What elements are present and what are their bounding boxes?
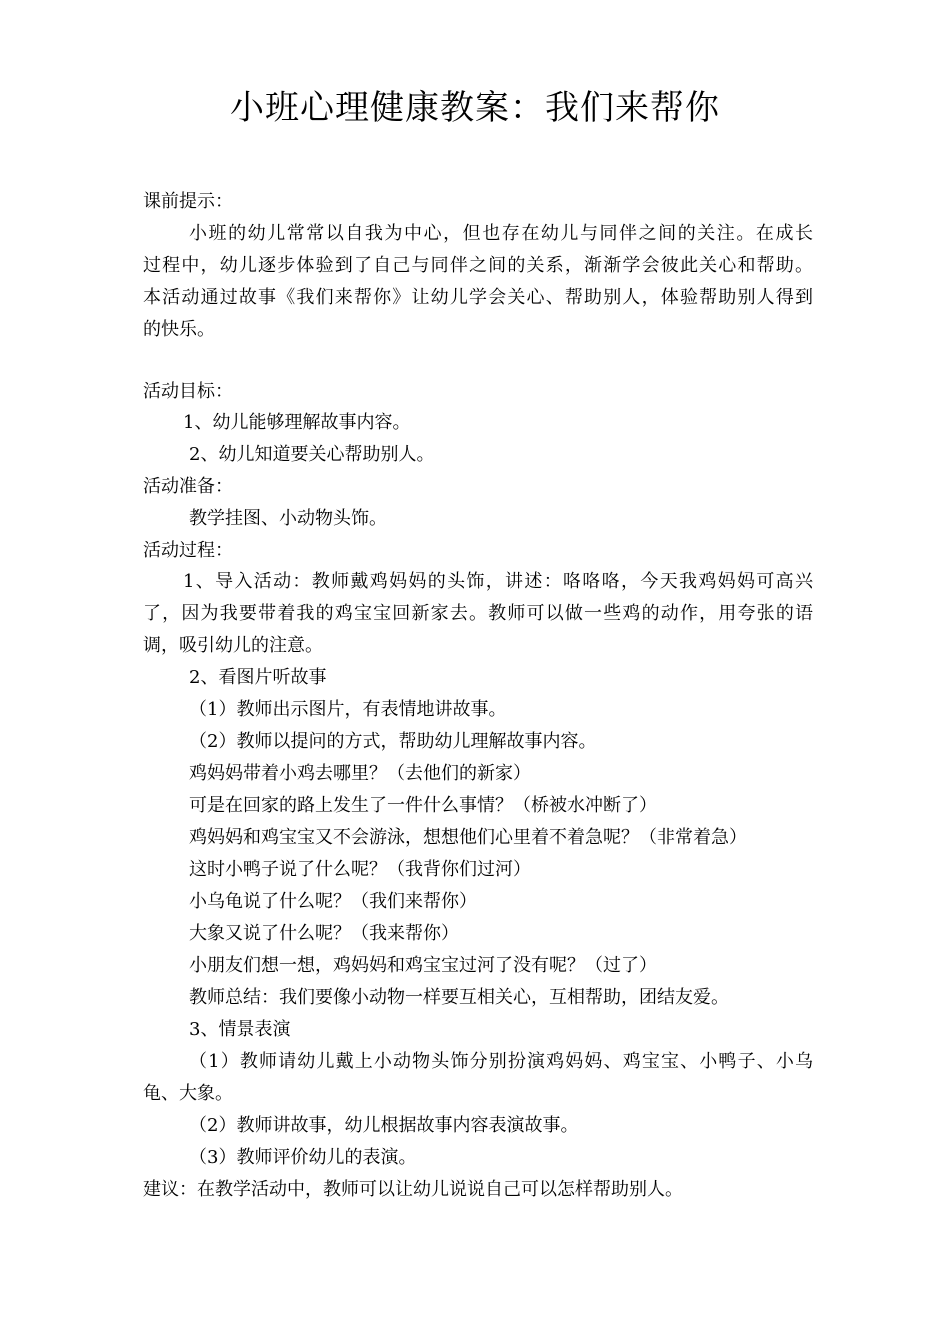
step3-heading: 3、情景表演 [189, 1019, 291, 1040]
prep-text: 教学挂图、小动物头饰。 [189, 508, 387, 529]
question-3: 鸡妈妈和鸡宝宝又不会游泳，想想他们心里着不着急呢？（非常着急） [189, 827, 747, 848]
step3-item-1-line-2: 龟、大象。 [143, 1083, 233, 1104]
question-2: 可是在回家的路上发生了一件什么事情？（桥被水冲断了） [189, 795, 657, 816]
prompt-line-4: 的快乐。 [143, 319, 215, 340]
step2-item-2: （2）教师以提问的方式，帮助幼儿理解故事内容。 [189, 731, 597, 752]
page-title: 小班心理健康教案：我们来帮你 [230, 88, 720, 128]
prompt-line-2: 过程中，幼儿逐步体验到了自己与同伴之间的关系，渐渐学会彼此关心和帮助。 [143, 255, 813, 276]
prompt-line-3: 本活动通过故事《我们来帮你》让幼儿学会关心、帮助别人，体验帮助别人得到 [143, 287, 813, 308]
goal-item-1: 1、幼儿能够理解故事内容。 [183, 412, 411, 433]
prep-heading: 活动准备： [143, 476, 233, 497]
prompt-line-1: 小班的幼儿常常以自我为中心，但也存在幼儿与同伴之间的关注。在成长 [189, 223, 813, 244]
goal-heading: 活动目标： [143, 381, 233, 402]
step1-line-1: 1、导入活动：教师戴鸡妈妈的头饰，讲述：咯咯咯，今天我鸡妈妈可高兴 [183, 571, 813, 592]
goal-item-2: 2、幼儿知道要关心帮助别人。 [189, 444, 435, 465]
process-heading: 活动过程： [143, 540, 233, 561]
step3-item-1-line-1: （1）教师请幼儿戴上小动物头饰分别扮演鸡妈妈、鸡宝宝、小鸭子、小乌 [189, 1051, 813, 1072]
question-1: 鸡妈妈带着小鸡去哪里？（去他们的新家） [189, 763, 531, 784]
step2-heading: 2、看图片听故事 [189, 667, 327, 688]
step2-item-1: （1）教师出示图片，有表情地讲故事。 [189, 699, 507, 720]
prompt-heading: 课前提示： [143, 191, 233, 212]
step3-item-2: （2）教师讲故事，幼儿根据故事内容表演故事。 [189, 1115, 579, 1136]
question-4: 这时小鸭子说了什么呢？（我背你们过河） [189, 859, 531, 880]
step3-item-3: （3）教师评价幼儿的表演。 [189, 1147, 417, 1168]
teacher-summary: 教师总结：我们要像小动物一样要互相关心，互相帮助，团结友爱。 [189, 987, 729, 1008]
question-5: 小乌龟说了什么呢？（我们来帮你） [189, 891, 477, 912]
suggestion-text: 建议：在教学活动中，教师可以让幼儿说说自己可以怎样帮助别人。 [143, 1179, 683, 1200]
step1-line-3: 调，吸引幼儿的注意。 [143, 635, 323, 656]
step1-line-2: 了，因为我要带着我的鸡宝宝回新家去。教师可以做一些鸡的动作，用夸张的语 [143, 603, 813, 624]
question-7: 小朋友们想一想，鸡妈妈和鸡宝宝过河了没有呢？（过了） [189, 955, 657, 976]
question-6: 大象又说了什么呢？（我来帮你） [189, 923, 459, 944]
